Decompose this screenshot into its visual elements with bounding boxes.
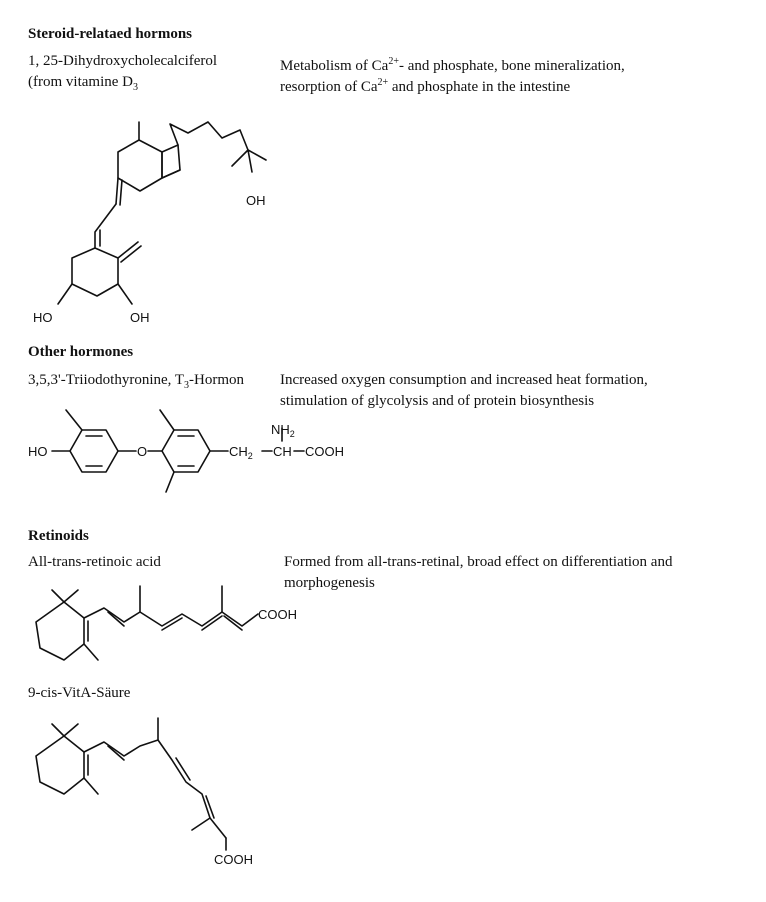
effect-atra-line1: Formed from all-trans-retinal, broad effect on differentiation and [284,554,673,570]
9cis-structure [36,718,253,867]
section-heading-steroid: Steroid-relataed hormons [28,26,193,42]
label-ch: CH [273,444,292,459]
effect-calcitriol-line1: Metabolism of $Ca^{2+}-$ and phosphate, bone mineralization, [280,56,625,74]
effect-t3-line1: Increased oxygen consumption and increased heat formation, [280,372,648,388]
compound-name-calcitriol: 1, 25-Dihydroxycholecalciferol [28,53,218,69]
t3-structure [28,410,344,492]
label-oh-ring-a: OH [130,310,150,325]
compound-name-t3: 3,5,3'-Triiodothyronine, $T_3$-Hormon [28,372,245,391]
atra-structure [36,586,297,660]
compound-source-vitamin-d3: (from vitamine $D_3$ [28,74,138,93]
section-heading-retinoids: Retinoids [28,528,89,544]
label-o-ether: O [137,444,148,459]
label-ch2: $CH_2$ [229,444,253,461]
label-cooh-t3: COOH [305,444,344,459]
section-heading-other: Other hormones [28,344,134,360]
label-oh-sidechain: OH [246,193,266,208]
effect-atra-line2: morphogenesis [284,575,375,591]
effect-t3-line2: stimulation of glycolysis and of protein biosynthesis [280,393,595,409]
effect-calcitriol-line2: resorption of $Ca^{2+}$ and phosphate in the intestine [280,77,571,95]
label-ho-t3: HO [28,444,48,459]
label-cooh-9cis: COOH [214,852,253,867]
compound-name-9cis: 9-cis-VitA-Säure [28,685,131,701]
label-cooh-atra: COOH [258,607,297,622]
label-nh2: $NH_2$ [271,422,295,439]
label-ho-ring-a: HO [33,310,53,325]
calcitriol-structure [33,122,266,325]
compound-name-atra: All-trans-retinoic acid [28,554,161,570]
